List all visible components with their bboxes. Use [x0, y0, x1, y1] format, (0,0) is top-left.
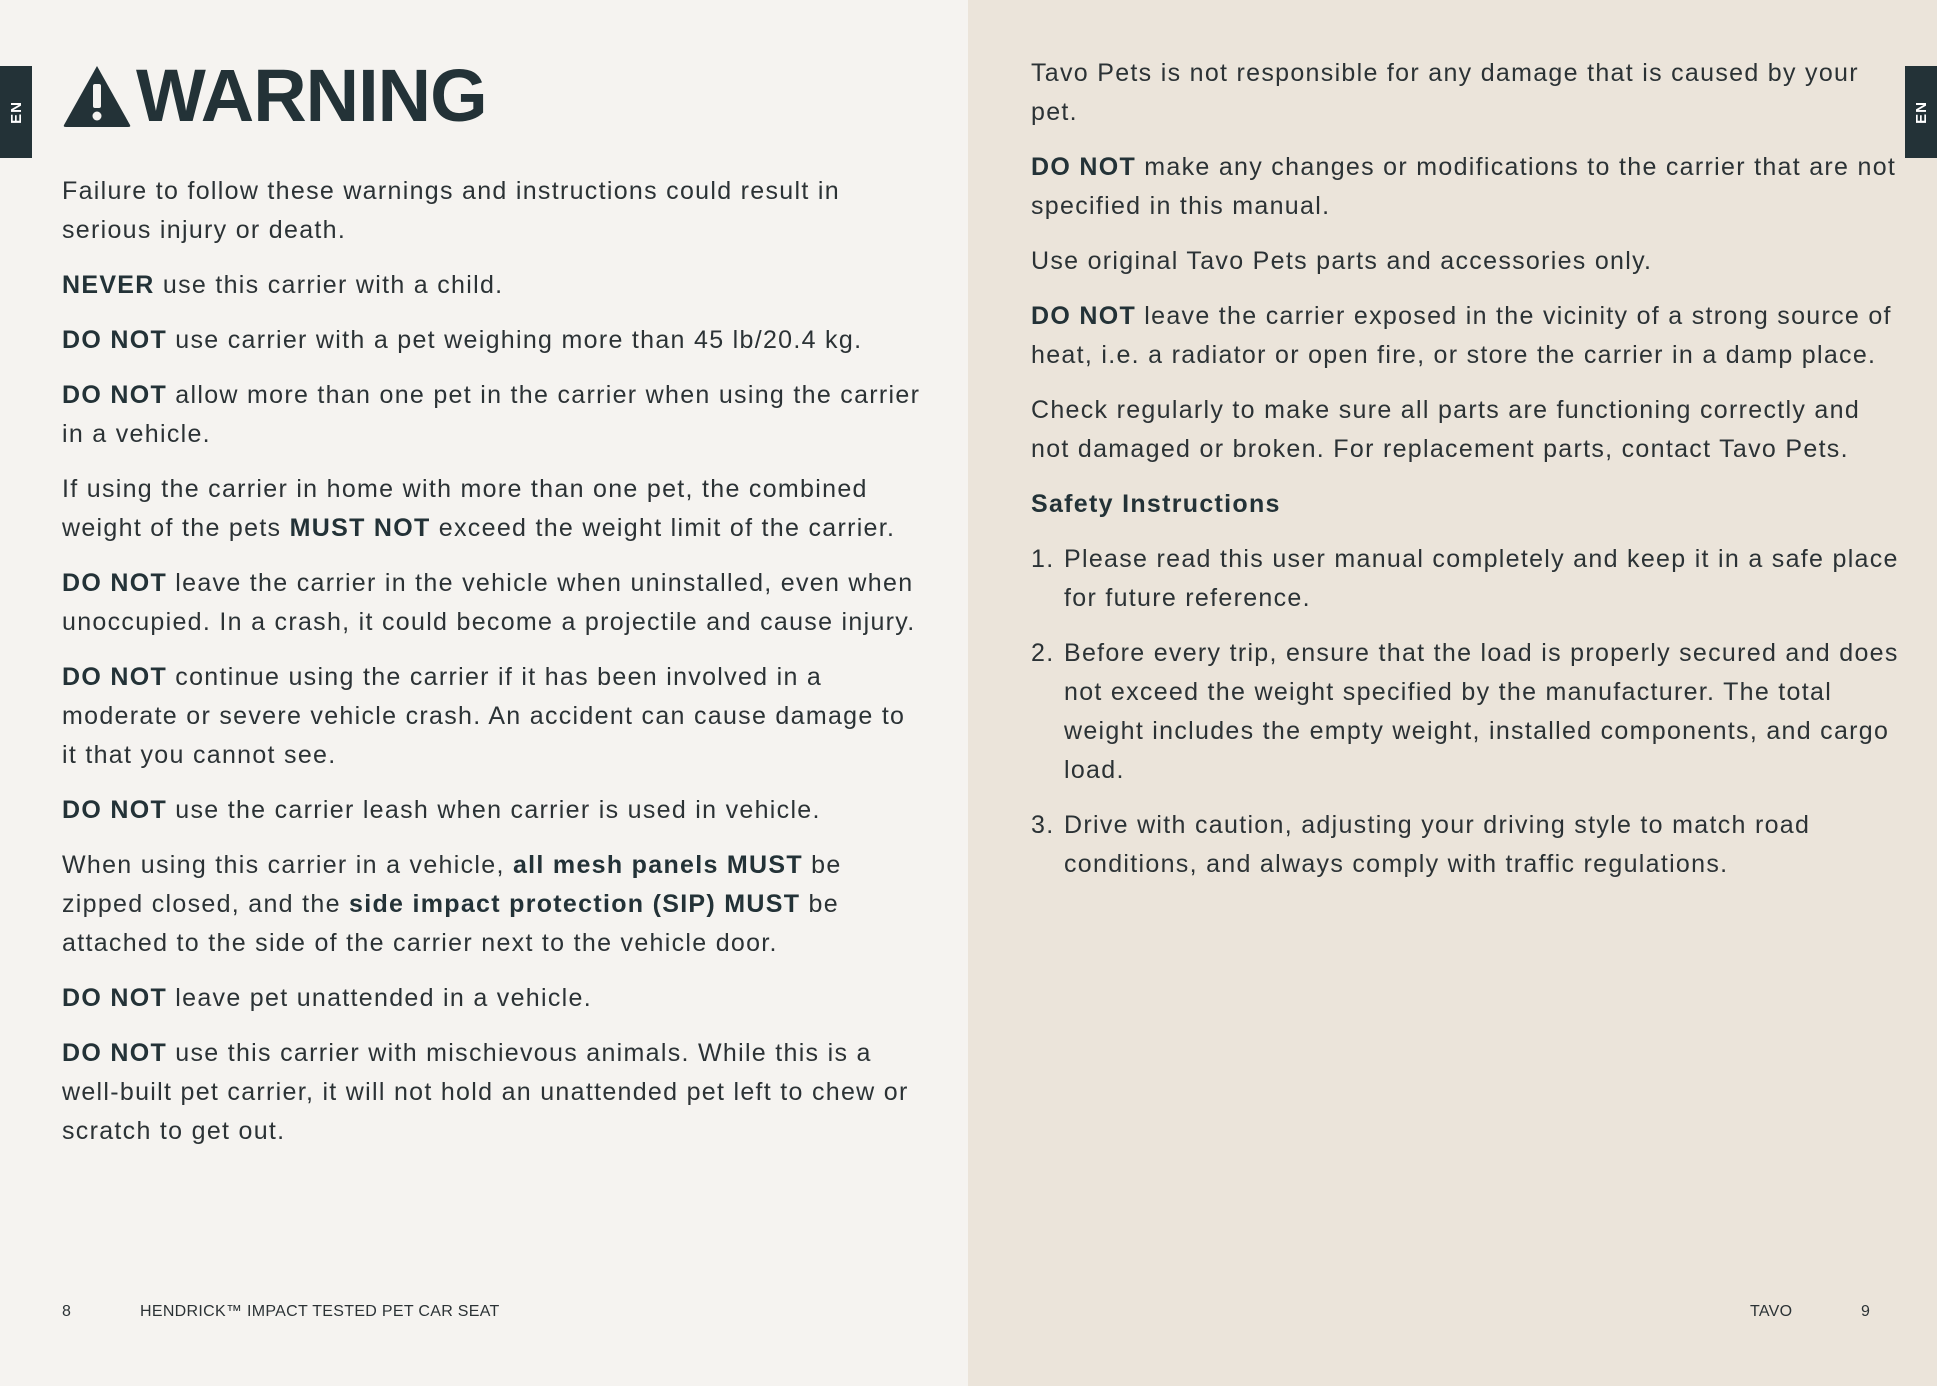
page-number: 9: [1861, 1303, 1871, 1320]
page-title: WARNING: [136, 54, 487, 137]
left-page: [0, 0, 968, 1386]
list-item: [1031, 806, 1901, 884]
list-item-number: 2.: [1031, 639, 1055, 667]
warning-paragraph: Tavo Pets is not responsible for any damage that is caused by your pet.: [1031, 59, 1859, 126]
language-tab: [1905, 66, 1937, 158]
list-item-number: 3.: [1031, 811, 1055, 839]
language-tab: [0, 66, 32, 158]
warning-paragraph: DO NOT make any changes or modifications to the carrier that are not specified in this manual.: [1031, 153, 1897, 220]
list-item: [1031, 634, 1901, 790]
warning-paragraph: DO NOT leave the carrier in the vehicle when uninstalled, even when unoccupied. In a crash, it could become a projectile and cause injury.: [62, 569, 916, 636]
warning-paragraph: If using the carrier in home with more than one pet, the combined weight of the pets MUST NOT exceed the weight limit of the carrier.: [62, 475, 896, 542]
warning-paragraph: NEVER use this carrier with a child.: [62, 271, 504, 299]
warning-paragraph: DO NOT leave pet unattended in a vehicle.: [62, 984, 592, 1012]
warning-paragraph: DO NOT leave the carrier exposed in the vicinity of a strong source of heat, i.e. a radiator or open fire, or store the carrier in a damp place.: [1031, 302, 1892, 369]
list-item: [1031, 540, 1901, 618]
intro-paragraph: Failure to follow these warnings and instructions could result in serious injury or death.: [62, 177, 840, 244]
warning-paragraph: DO NOT use carrier with a pet weighing more than 45 lb/20.4 kg.: [62, 326, 863, 354]
list-item-text: Drive with caution, adjusting your driving style to match road conditions, and always comply with traffic regulations.: [1064, 811, 1811, 878]
list-item-text: Before every trip, ensure that the load is properly secured and does not exceed the weight specified by the manufacturer. The total weight includes the empty weight, installed components, and cargo load.: [1064, 639, 1899, 784]
warning-paragraph: When using this carrier in a vehicle, all mesh panels MUST be zipped closed, and the side impact protection (SIP) MUST be attached to the side of the carrier next to the vehicle door.: [62, 851, 842, 957]
safety-instructions-list: [1031, 540, 1901, 884]
warning-paragraph: DO NOT continue using the carrier if it has been involved in a moderate or severe vehicle crash. An accident can cause damage to it that you cannot see.: [62, 663, 906, 769]
warning-paragraph: DO NOT allow more than one pet in the carrier when using the carrier in a vehicle.: [62, 381, 921, 448]
warning-paragraph: Use original Tavo Pets parts and accessories only.: [1031, 247, 1653, 275]
warning-heading: [62, 56, 487, 136]
warning-paragraph: DO NOT use the carrier leash when carrier is used in vehicle.: [62, 796, 821, 824]
language-tab-label: EN: [1912, 100, 1930, 124]
footer-brand: TAVO: [1750, 1303, 1793, 1320]
warning-paragraph: Check regularly to make sure all parts are functioning correctly and not damaged or broken. For replacement parts, contact Tavo Pets.: [1031, 396, 1861, 463]
section-title: Safety Instructions: [1031, 490, 1281, 518]
warnings-column: [62, 172, 922, 1167]
warning-paragraph: DO NOT use this carrier with mischievous animals. While this is a well-built pet carrier, it will not hold an unattended pet left to chew or scratch to get out.: [62, 1039, 909, 1145]
instructions-column: [1031, 54, 1901, 900]
footer-title: HENDRICK™ IMPACT TESTED PET CAR SEAT: [140, 1303, 500, 1320]
list-item-number: 1.: [1031, 545, 1055, 573]
list-item-text: Please read this user manual completely and keep it in a safe place for future reference.: [1064, 545, 1899, 612]
language-tab-label: EN: [7, 100, 25, 124]
warning-triangle-icon: [62, 64, 132, 128]
page-number: 8: [62, 1303, 72, 1320]
